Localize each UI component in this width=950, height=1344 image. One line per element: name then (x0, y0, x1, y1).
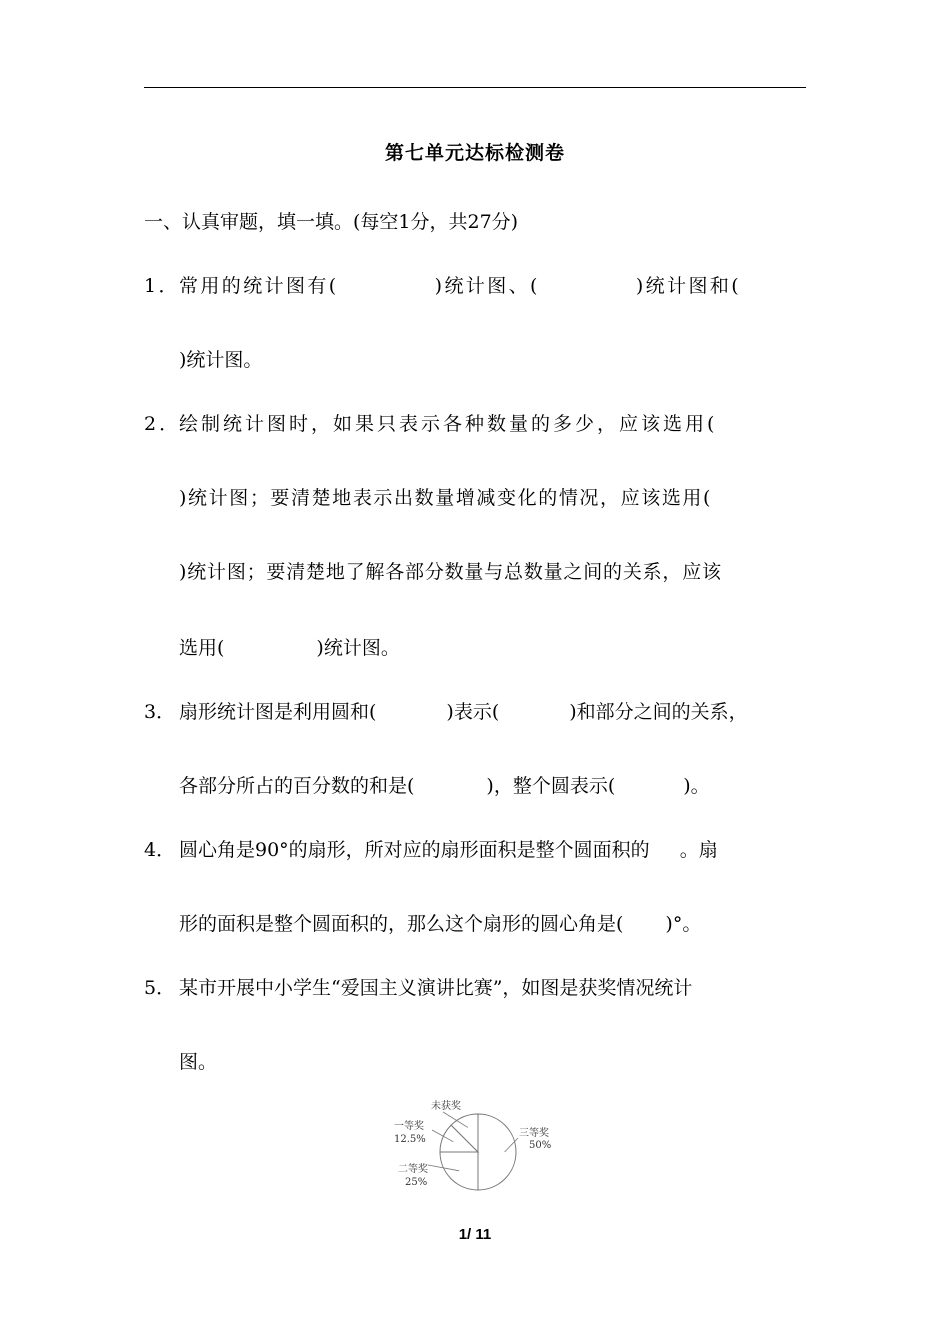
question-2-line-4 (179, 636, 400, 660)
question-1-line-2: )统计图。 (179, 349, 263, 371)
pie-value-second: 25% (405, 1177, 428, 1188)
q3-text-a: 扇形统计图是利用圆和( (179, 701, 377, 723)
pie-value-first: 12.5% (394, 1134, 426, 1145)
question-5-line-2: 图。 (179, 1051, 218, 1073)
q5-text-1: 某市开展中小学生“爱国主义演讲比赛”，如图是获奖情况统计 (179, 977, 693, 999)
question-2-line-3: )统计图；要清楚地了解各部分数量与总数量之间的关系，应该 (179, 561, 722, 583)
question-4-number: 4． (144, 839, 176, 861)
section-heading: 一、认真审题，填一填。(每空1分，共27分) (144, 211, 519, 233)
question-2-line-1 (144, 412, 717, 436)
q2-text-1: 绘制统计图时，如果只表示各种数量的多少，应该选用( (179, 413, 718, 435)
question-2-line-2: )统计图；要清楚地表示出数量增减变化的情况，应该选用( (179, 487, 713, 509)
q3-text-2a: 各部分所占的百分数的和是( (179, 775, 415, 797)
q1-text-c: )统计图和( (635, 275, 742, 297)
question-5-line-1 (144, 976, 692, 1000)
pie-label-first: 一等奖 (394, 1121, 424, 1132)
page-title: 第七单元达标检测卷 (384, 142, 565, 164)
q3-text-c: )和部分之间的关系， (569, 701, 748, 723)
pie-slice (478, 1114, 516, 1190)
q4-text-2b: )°。 (665, 913, 702, 935)
question-4-line-1 (144, 838, 718, 862)
question-4-line-2 (179, 912, 701, 936)
q4-text-a: 圆心角是90°的扇形，所对应的扇形面积是整个圆面积的 (179, 839, 650, 861)
q2-text-4a: 选用( (179, 637, 225, 659)
award-pie-chart (388, 1092, 568, 1202)
page-number: 1/ 11 (458, 1226, 492, 1243)
question-3-line-2 (179, 774, 710, 798)
pie-label-none: 未获奖 (431, 1101, 461, 1112)
q3-text-2c: )。 (683, 775, 710, 797)
question-2-number: 2． (144, 413, 182, 435)
header-rule (144, 87, 806, 88)
q4-text-b: 。扇 (679, 839, 718, 861)
question-1-line-1 (144, 274, 741, 298)
question-1-number: 1． (144, 275, 180, 297)
q4-text-2a: 形的面积是整个圆面积的，那么这个扇形的圆心角是( (179, 913, 624, 935)
q1-text-a: 常用的统计图有( (179, 275, 339, 297)
q3-text-2b: )，整个圆表示( (486, 775, 616, 797)
question-3-number: 3． (144, 701, 176, 723)
pie-label-second: 二等奖 (398, 1164, 428, 1175)
q1-text-b: )统计图、( (434, 275, 540, 297)
question-5-number: 5． (144, 977, 176, 999)
q2-text-4b: )统计图。 (316, 637, 400, 659)
q3-text-b: )表示( (446, 701, 500, 723)
question-3-line-1 (144, 700, 748, 724)
pie-label-third: 三等奖 (519, 1128, 549, 1139)
pie-value-third: 50% (529, 1140, 552, 1151)
